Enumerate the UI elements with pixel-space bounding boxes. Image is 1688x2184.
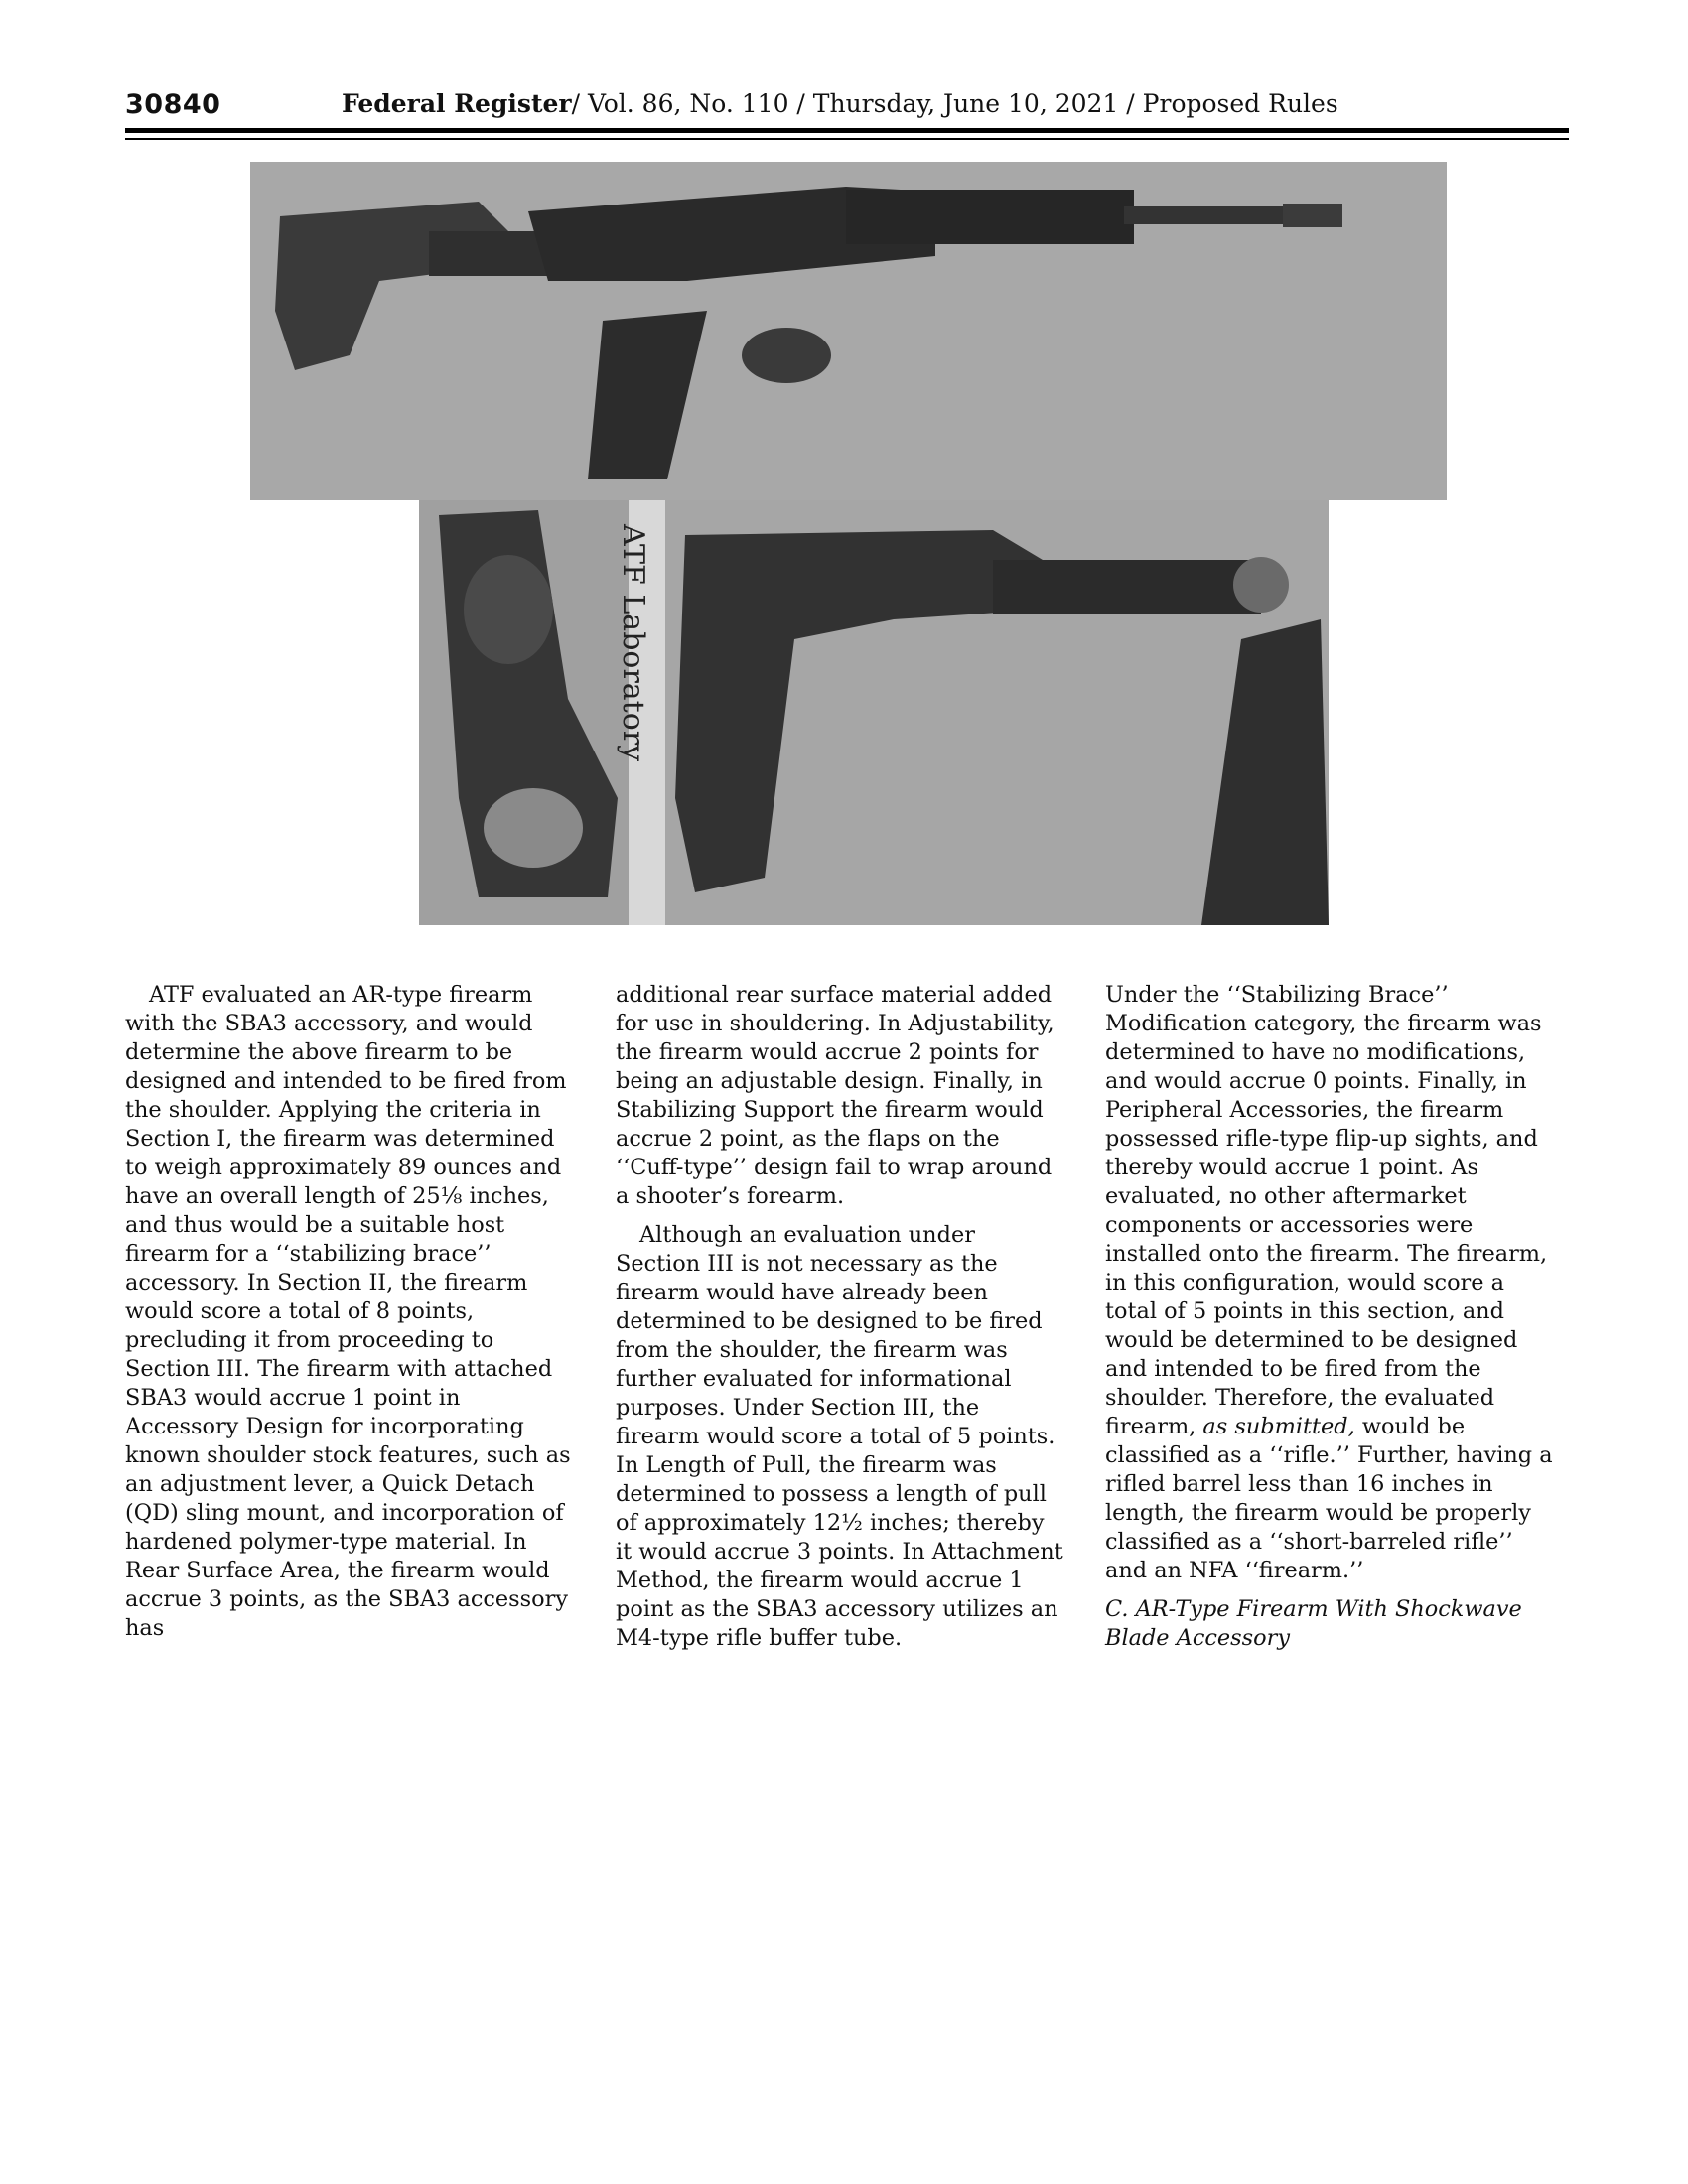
paragraph-text: would be classified as a ‘‘rifle.’’ Further, having a rifled barrel less than 16 inches in length, the firearm would be properly classified as a ‘‘short-barreled rifle’’ and an NFA ‘‘firearm.’’ — [1105, 1414, 1553, 1583]
section-heading: C. AR-Type Firearm With Shockwave Blade Accessory — [1105, 1596, 1522, 1651]
issue-info: / Vol. 86, No. 110 / Thursday, June 10, 2021 / Proposed Rules — [571, 89, 1338, 118]
page-number: 30840 — [125, 89, 221, 120]
text-column-2 — [616, 981, 1064, 1663]
header-citation — [342, 89, 1338, 118]
brace-side-photo — [665, 500, 1329, 925]
text-column-1 — [125, 981, 574, 1653]
atf-laboratory-label: ATF Laboratory — [616, 524, 650, 762]
paragraph-text: Under the ‘‘Stabilizing Brace’’ Modification category, the firearm was determined to have no modifications, and would accrue 0 points. Finally, in Peripheral Accessories, the firearm possessed rifle-type flip-up sights, and thereby would accrue 1 point. As evaluated, no other aftermarket components or accessories were installed onto the firearm. The firearm, in this configuration, would score a total of 5 points in this section, and would be determined to be designed and intended to be fired from the shoulder. Therefore, the evaluated firearm, — [1105, 982, 1548, 1439]
firearm-photo — [250, 162, 1447, 500]
paragraph — [1105, 981, 1554, 1585]
publication-name: Federal Register — [342, 89, 572, 118]
running-header — [125, 85, 1569, 125]
paragraph: ATF evaluated an AR-type firearm with the SBA3 accessory, and would determine the above firearm to be designed and intended to be fired from the shoulder. Applying the criteria in Section I, the firearm was determined to weigh approximately 89 ounces and have an overall length of 25⅛ inches, and thus would be a suitable host firearm for a ‘‘stabilizing brace’’ accessory. In Section II, the firearm would score a total of 8 points, precluding it from proceeding to Section III. The firearm with attached SBA3 would accrue 1 point in Accessory Design for incorporating known shoulder stock features, such as an adjustment lever, a Quick Detach (QD) sling mount, and incorporation of hardened polymer-type material. In Rear Surface Area, the firearm would accrue 3 points, as the SBA3 accessory has — [125, 982, 571, 1641]
header-rule-thick — [125, 128, 1569, 133]
paragraph: additional rear surface material added for use in shouldering. In Adjustability, the firearm would accrue 2 points for being an adjustable design. Finally, in Stabilizing Support the firearm would accrue 2 point, as the flaps on the ‘‘Cuff-type’’ design fail to wrap around a shooter’s forearm. — [616, 982, 1055, 1209]
italic-text: as submitted, — [1202, 1414, 1355, 1439]
header-rule-thin — [125, 138, 1569, 140]
paragraph: Although an evaluation under Section III is not necessary as the firearm would have already been determined to be designed to be fired from the shoulder, the firearm was further evaluated for informational purposes. Under Section III, the firearm would score a total of 5 points. In Length of Pull, the firearm was determined to possess a length of pull of approximately 12½ inches; thereby it would accrue 3 points. In Attachment Method, the firearm would accrue 1 point as the SBA3 accessory utilizes an M4-type rifle buffer tube. — [616, 1222, 1063, 1651]
text-column-3 — [1105, 981, 1554, 1663]
